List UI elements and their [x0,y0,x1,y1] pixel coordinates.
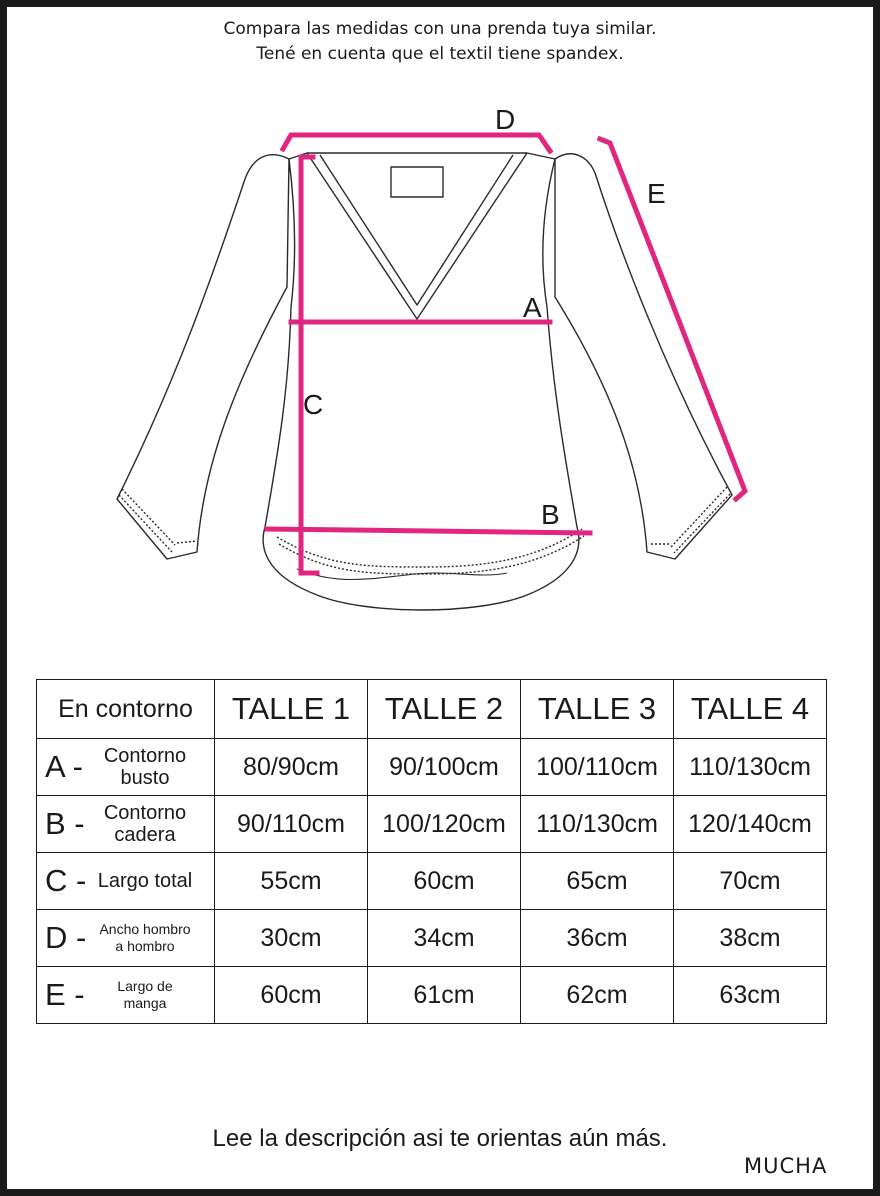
table-row-e [37,967,827,1024]
table-cell: 100/120cm [368,796,521,853]
table-cell: 110/130cm [674,739,827,796]
row-letter: B - [45,806,85,841]
row-head-b [37,796,215,853]
row-description: Largo de manga [117,978,173,1011]
table-cell: 55cm [215,853,368,910]
table-cell: 30cm [215,910,368,967]
table-cell: 110/130cm [521,796,674,853]
table-cell: 90/100cm [368,739,521,796]
measure-line-c [301,157,317,573]
table-cell: 63cm [674,967,827,1024]
table-cell: 60cm [368,853,521,910]
table-cell: 36cm [521,910,674,967]
intro-line-2: Tené en cuenta que el textil tiene spandex. [256,44,624,64]
table-cell: 100/110cm [521,739,674,796]
row-letter: A - [45,749,83,784]
label-e: E [647,178,666,209]
footer-note: Lee la descripción asi te orientas aún más. [212,1125,668,1152]
table-cell: 70cm [674,853,827,910]
table-cell: 80/90cm [215,739,368,796]
row-description: Largo total [97,870,193,892]
table-cell: 60cm [215,967,368,1024]
size-table [36,679,827,1024]
header-talle-4: TALLE 4 [674,680,827,739]
label-a: A [523,292,542,323]
table-cell: 61cm [368,967,521,1024]
table-row-b [37,796,827,853]
header-talle-2: TALLE 2 [368,680,521,739]
intro-line-1: Compara las medidas con una prenda tuya similar. [223,19,657,39]
label-d: D [495,104,516,135]
header-talle-3: TALLE 3 [521,680,674,739]
measure-line-e [600,139,745,499]
row-head-d [37,910,215,967]
table-row-a [37,739,827,796]
label-b: B [541,499,560,530]
table-row-d [37,910,827,967]
table-cell: 34cm [368,910,521,967]
garment-diagram [7,7,873,647]
size-table-header [37,680,827,739]
row-letter: E - [45,977,85,1012]
table-cell: 120/140cm [674,796,827,853]
row-description: Ancho hombro a hombro [99,921,191,954]
table-cell: 90/110cm [215,796,368,853]
row-description: Contorno cadera [103,802,187,846]
table-cell: 65cm [521,853,674,910]
row-letter: C - [45,863,87,898]
row-description: Contorno busto [103,745,187,789]
row-head-e [37,967,215,1024]
table-cell: 62cm [521,967,674,1024]
header-en-contorno: En contorno [37,680,215,739]
row-head-c [37,853,215,910]
table-cell: 38cm [674,910,827,967]
row-letter: D - [45,920,87,955]
label-c: C [303,389,324,420]
table-row-c [37,853,827,910]
brand-name: MUCHA [744,1154,828,1178]
measure-line-d [283,135,550,151]
header-talle-1: TALLE 1 [215,680,368,739]
row-head-a [37,739,215,796]
